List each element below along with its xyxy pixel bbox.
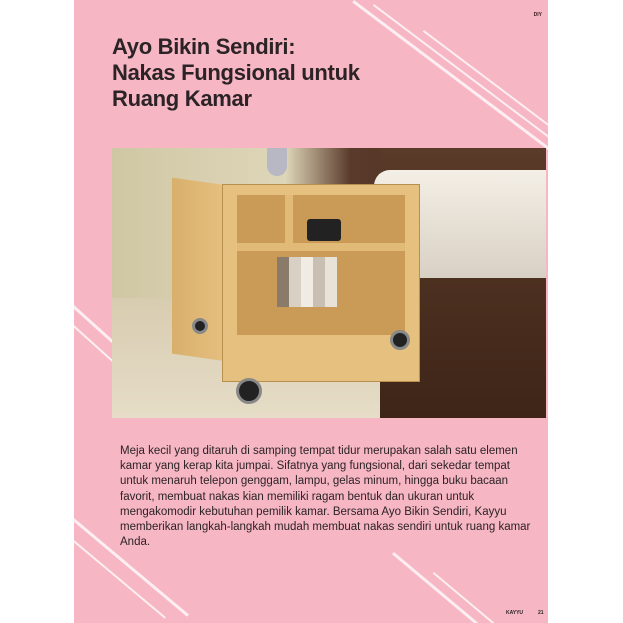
article-title [112,34,360,112]
lamp [267,148,287,176]
article-body: Meja kecil yang ditaruh di samping tempat tidur merupakan salah satu elemen kamar yang kerap kita jumpai. Sifatnya yang fungsional, dari sekedar tempat untuk menaruh telepon genggam, lampu, gelas minum, hingga buku bacaan favorit, membuat nakas kian memiliki ragam bentuk dan ukuran untuk mengakomodir kebutuhan pemilik kamar. Bersama Ayo Bikin Sendiri, Kayyu memberikan langkah-langkah mudah membuat nakas sendiri untuk ruang kamar Anda. [120,445,531,549]
decorative-stripe [352,0,548,159]
wheel [236,378,262,404]
camera [307,219,341,241]
books [277,257,337,307]
nightstand [222,184,420,382]
section-label: DIY [533,12,542,18]
page-number: 21 [538,610,544,616]
decorative-stripe [392,552,478,623]
decorative-stripe [74,540,166,619]
nightstand-photo [112,148,546,418]
magazine-page [74,0,548,623]
title-line: Ayo Bikin Sendiri: [112,34,296,59]
wheel [192,318,208,334]
brand-logo: KAYYU [506,610,524,616]
title-line: Ruang Kamar [112,86,252,111]
title-line: Nakas Fungsional untuk [112,60,360,85]
wheel [390,330,410,350]
